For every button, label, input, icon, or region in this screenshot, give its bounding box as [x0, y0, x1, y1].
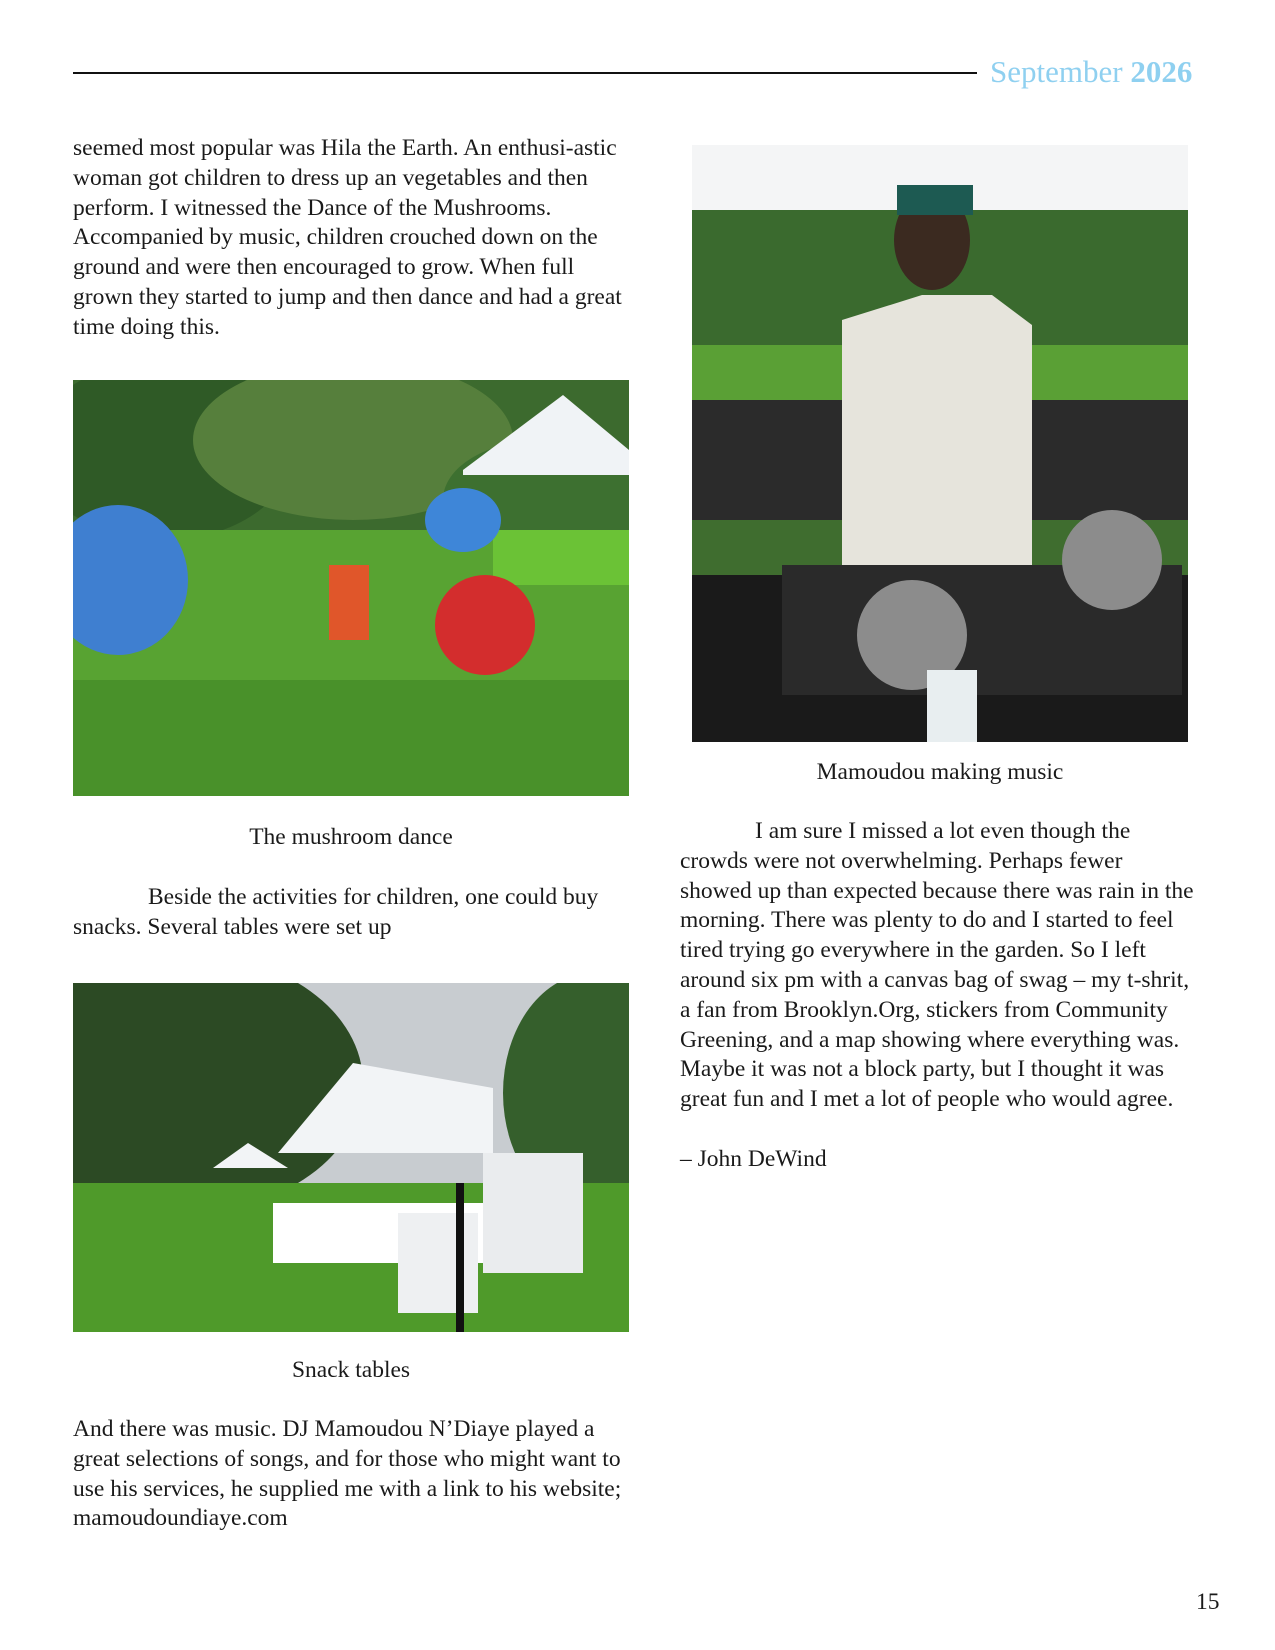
author-signature: – John DeWind [680, 1145, 827, 1172]
article-paragraph: seemed most popular was Hila the Earth. An enthusi-astic woman got children to dress up an vegetables and then perform. I witnessed the Dance of the Mushrooms. Accompanied by music, children crouched down on the ground and were then encouraged to grow. When full grown they started to jump and then dance and had a great time doing this. [73, 135, 622, 340]
right-col-text [680, 817, 1200, 1175]
snack-tables-photo [73, 983, 629, 1332]
dj-photo [692, 145, 1188, 742]
issue-month: September [990, 54, 1123, 89]
photo-caption: The mushroom dance [249, 824, 453, 850]
mushroom-dance-photo [73, 380, 629, 796]
left-col-mid [73, 883, 633, 943]
article-paragraph: Beside the activities for children, one could buy snacks. Several tables were set up [73, 884, 599, 940]
issue-date [990, 54, 1220, 90]
header-rule [73, 72, 977, 74]
left-col-bottom [73, 1415, 639, 1534]
page-number: 15 [1196, 1589, 1220, 1615]
photo-caption: Snack tables [291, 1357, 411, 1383]
photo-caption: Mamoudou making music [816, 759, 1064, 785]
article-paragraph: And there was music. DJ Mamoudou N’Diaye played a great selections of songs, and for those who might want to use his services, he supplied me with a link to his website; mamoudoundiaye.com [73, 1416, 622, 1532]
article-paragraph: I am sure I missed a lot even though the crowds were not overwhelming. Perhaps fewer showed up than expected because there was rain in the morning. There was plenty to do and I started to feel tired trying go everywhere in the garden. So I left around six pm with a canvas bag of swag – my t-shrit, a fan from Brooklyn.Org, stickers from Community Greening, and a map showing where everything was. Maybe it was not a block party, but I thought it was great fun and I met a lot of people who would agree. [680, 818, 1194, 1113]
issue-year: 2026 [1130, 54, 1193, 89]
left-col-top [73, 134, 633, 343]
